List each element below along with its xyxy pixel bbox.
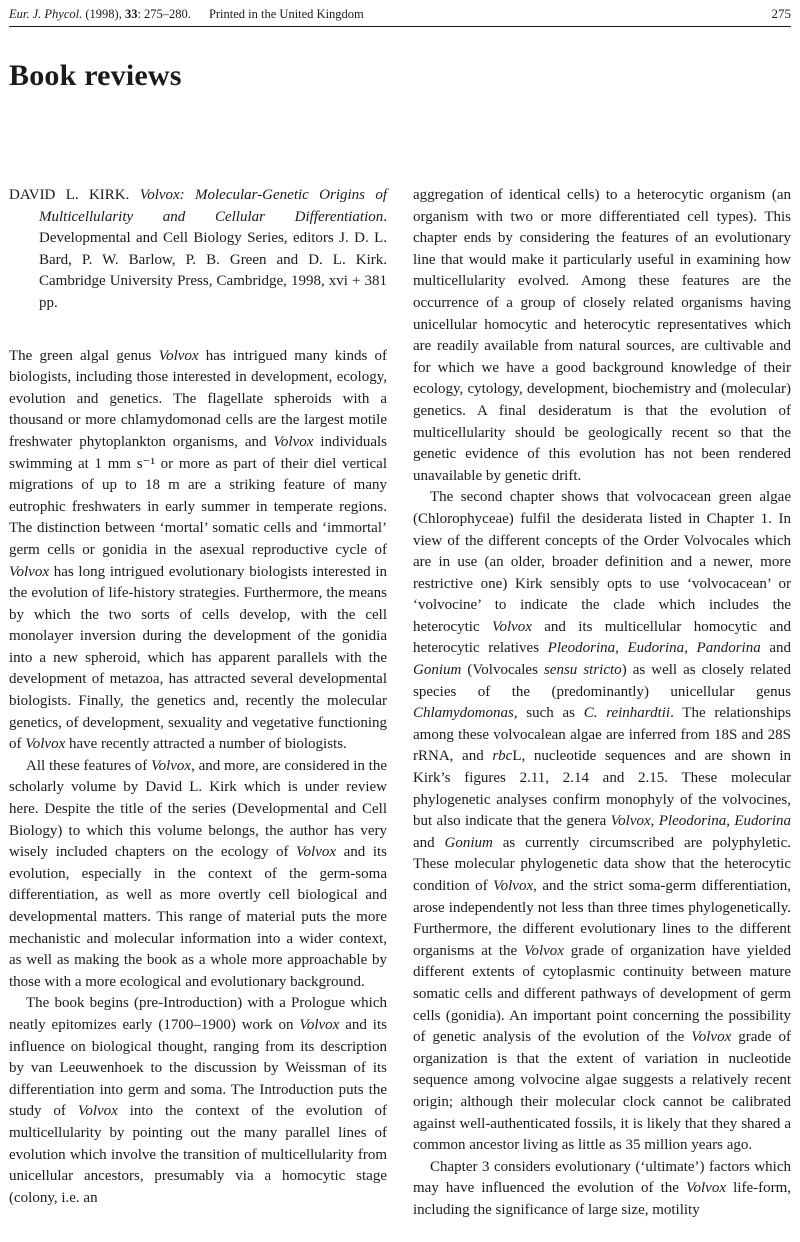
- header-rule: [9, 26, 791, 27]
- running-header: [9, 6, 791, 22]
- review-paragraph: The green algal genus Volvox has intrigued many kinds of biologists, including those interested in development, ecology, evolution and genetics. The flagellate spheroids with a thousand or more chlamydomonad cells are the largest motile freshwater phytoplankton organisms, and Volvox individuals swimming at 1 mm s⁻¹ or more as part of their diel vertical migrations of up to 18 m are a striking feature of many eutrophic freshwaters in early summer in temperate regions. The distinction between ‘mortal’ somatic cells and ‘immortal’ germ cells or gonidia in the asexual reproductive cycle of Volvox has long intrigued evolutionary biologists interested in the evolution of life-history strategies. Furthermore, the means by which the two sorts of cells develop, with the cell monolayer inversion during the development of the gonidia into a new spheroid, which has apparent parallels with the development of metazoa, has attracted several developmental biologists. Finally, the genetics and, recently the molecular genetics, of development, sexuality and vegetative functioning of Volvox have recently attracted a number of biologists.: [9, 347, 387, 753]
- page-number: 275: [771, 6, 791, 21]
- right-column: [413, 185, 791, 1222]
- review-paragraph: aggregation of identical cells) to a heterocytic organism (an organism with two or more differentiated cell types). This chapter ends by considering the features of an evolutionary line that would make it particularly useful in examining how multicellularity evolved. Among these features are the occurrence of a group of closely related organisms having unicellular homocytic and heterocytic representatives which are readily available from natural sources, are cultivable and for which we have a good background knowledge of their ecology, cytology, development, biochemistry and (molecular) genetics. A final desideratum is that the evolution of multicellularity should be geologically recent so that the genetic evidence of this evolution has not been rendered unavailable by genetic drift.: [413, 187, 791, 484]
- review-paragraph: The second chapter shows that volvocacean green algae (Chlorophyceae) fulfil the desiderata listed in Chapter 1. In view of the different concepts of the Order Volvocales which are in use (an older, broader definition and a newer, more restrictive one) Kirk sensibly opts to use ‘volvocacean’ or ‘volvocine’ to indicate the clade which includes the heterocytic Volvox and its multicellular homocytic and heterocytic relatives Pleodorina, Eudorina, Pandorina and Gonium (Volvocales sensu stricto) as well as closely related species of the (predominantly) unicellular genus Chlamydomonas, such as C. reinhardtii. The relationships among these volvocalean algae are inferred from 18S and 28S rRNA, and rbcL, nucleotide sequences and are shown in Kirk’s figures 2.11, 2.14 and 2.15. These molecular phylogenetic analyses confirm monophyly of the volvocines, but also indicate that the genera Volvox, Pleodorina, Eudorina and Gonium as currently circumscribed are polyphyletic. These molecular phylogenetic data show that the heterocytic condition of Volvox, and the strict soma-germ differentiation, arose independently not less than three times phylogenetically. Furthermore, the different evolutionary lines to the different organisms at the Volvox grade of organization have yielded different extents of cytoplasmic continuity between mature somatic cells and different pathways of development of germ cells (gonidia). An important point concerning the possibility of genetic analysis of the evolution of the Volvox grade of organization is that the extent of variation in nucleotide sequence among volvocine algae suggests a relatively recent origin; although their molecular clock cannot be calibrated against well-authenticated fossils, it is likely that they shared a common ancestor living as little as 35 million years ago.: [413, 489, 792, 1154]
- review-paragraph: All these features of Volvox, and more, are considered in the scholarly volume by David L. Kirk which is under review here. Despite the title of the series (Developmental and Cell Biology) to which this volume belongs, the author has very wisely included chapters on the ecology of Volvox and its evolution, especially in the context of the germ-soma differentiation, as well as more overtly cell biological and developmental matters. This range of material puts the more mechanistic and molecular information into a wider context, as well as making the book as a whole more approachable by those with a more ecological and evolutionary background.: [9, 757, 387, 990]
- review-paragraph: Chapter 3 considers evolutionary (‘ultimate’) factors which may have influenced the evolution of the Volvox life-form, including the significance of large size, motility: [413, 1158, 791, 1218]
- review-body: [9, 185, 791, 1222]
- issue-year: (1998),: [82, 7, 125, 21]
- left-column: [9, 185, 387, 1222]
- book-citation: DAVID L. KIRK. Volvox: Molecular-Genetic Origins of Multicellularity and Cellular Differentiation. Developmental and Cell Biology Series, editors J. D. L. Bard, P. W. Barlow, P. B. Green and D. L. Kirk. Cambridge University Press, Cambridge, 1998, xvi + 381 pp.: [9, 187, 387, 311]
- page-range: : 275–280.: [137, 7, 191, 21]
- journal-citation: [9, 7, 364, 22]
- review-paragraph: The book begins (pre-Introduction) with a Prologue which neatly epitomizes early (1700–1900) work on Volvox and its influence on biological thought, ranging from its description by van Leeuwenhoek to the discussion by Weissman of its differentiation into germ and soma. The Introduction puts the study of Volvox into the context of the evolution of multicellularity by pointing out the many parallel lines of evolution which involve the transition of multicellularity from unicellular ancestors, presumably via a homocytic stage (colony, i.e. an: [9, 995, 387, 1206]
- printed-note: Printed in the United Kingdom: [208, 7, 364, 21]
- journal-name: Eur. J. Phycol.: [9, 7, 83, 21]
- volume-number: 33: [124, 7, 138, 21]
- page-title: Book reviews: [9, 59, 182, 92]
